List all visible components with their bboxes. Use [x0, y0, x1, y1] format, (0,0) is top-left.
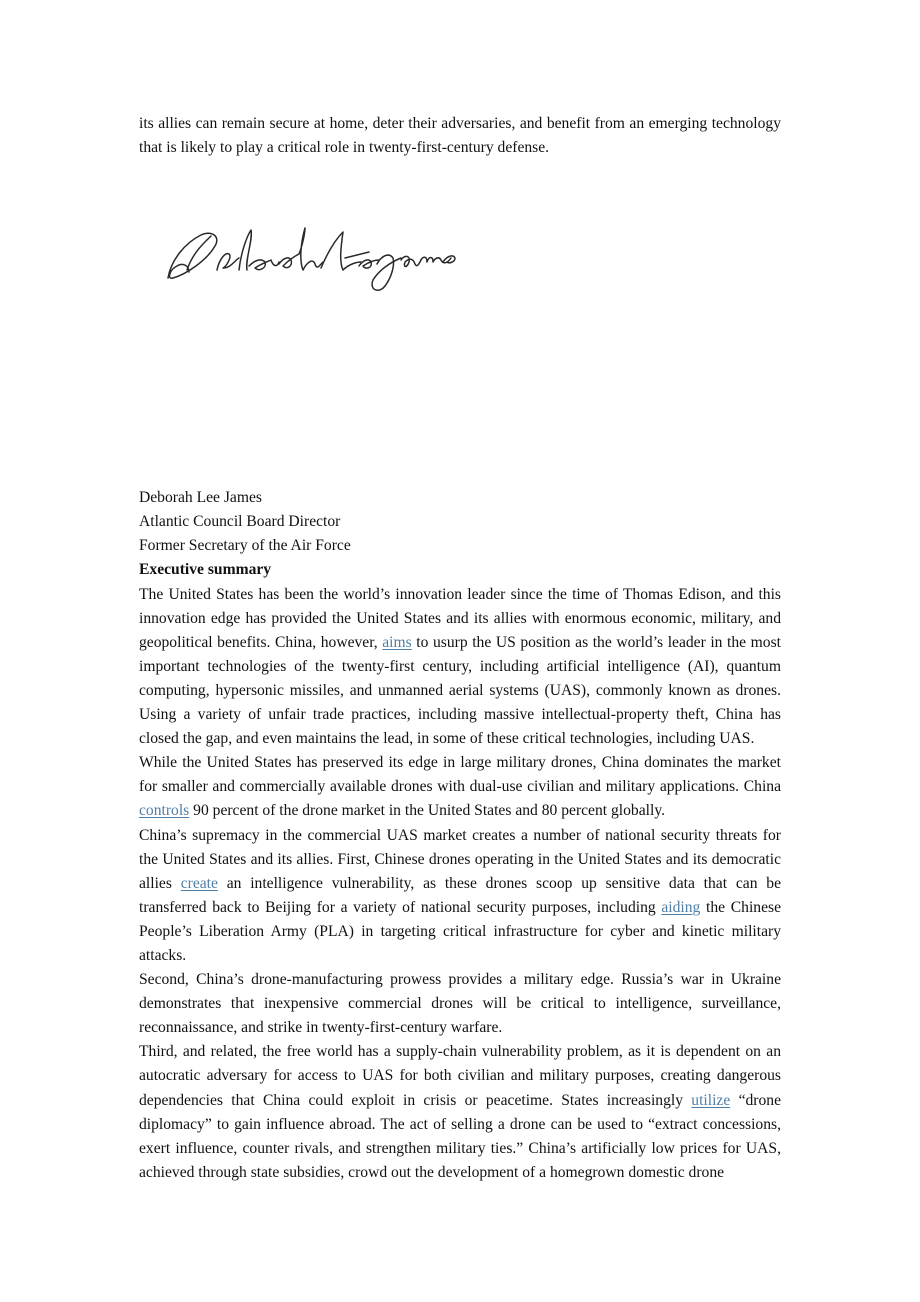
summary-p1-text-a: The United States has been the world’s innovation leader since the time of Thomas Edison, and this innovation edge has provided the United States and its allies with enormous economic, military, and geopolitical benefits. China, however,: [139, 585, 781, 651]
summary-p3-text-a: China’s supremacy in the commercial UAS market creates a number of national security threats for the United States and its allies. First, Chinese drones operating in the United States and its democratic allies: [139, 826, 781, 892]
signatory-title: Atlantic Council Board Director: [139, 513, 341, 531]
signature-block: [139, 486, 781, 558]
signatory-former-role: Former Secretary of the Air Force: [139, 537, 351, 555]
controls-link[interactable]: controls: [139, 802, 190, 820]
summary-p2-text-a: While the United States has preserved its edge in large military drones, China dominates the market for smaller and commercially available drones with dual-use civilian and military applications. China: [139, 754, 781, 796]
summary-paragraph-4: Second, China’s drone-manufacturing prowess provides a military edge. Russia’s war in Ukraine demonstrates that inexpensive commercial drones will be critical to intelligence, surveillance, reconnaissance, and strike in twenty-first-century warfare.: [139, 971, 781, 1037]
summary-paragraph-1: [139, 583, 781, 752]
summary-p3-text-b: an intelligence vulnerability, as these drones scoop up sensitive data that can be transferred back to Beijing for a variety of national security purposes, including: [139, 874, 781, 916]
summary-p2-text-b: 90 percent of the drone market in the United States and 80 percent globally.: [189, 802, 665, 820]
intro-paragraph: its allies can remain secure at home, deter their adversaries, and benefit from an emerging technology that is likely to play a critical role in twenty-first-century defense.: [139, 115, 781, 157]
create-link[interactable]: create: [180, 874, 218, 892]
aiding-link[interactable]: aiding: [661, 898, 701, 916]
summary-paragraph-2: [139, 751, 781, 823]
summary-p3-text-c: the Chinese People’s Liberation Army (PLA) in targeting critical infrastructure for cyber and kinetic military attacks.: [139, 898, 781, 964]
summary-p5-text-b: “drone diplomacy” to gain influence abroad. The act of selling a drone can be used to “extract concessions, exert influence, counter rivals, and strengthen military ties.” China’s artificially low prices for UAS, achieved through state subsidies, crowd out the development of a homegrown domestic drone: [139, 1091, 781, 1181]
summary-paragraph-3: [139, 824, 781, 969]
summary-p1-text-b: to usurp the US position as the world’s leader in the most important technologies of the twenty-first century, including artificial intelligence (AI), quantum computing, hypersonic missiles, and unmanned aerial systems (UAS), commonly known as drones. Using a variety of unfair trade practices, including massive intellectual-property theft, China has closed the gap, and even maintains the lead, in some of these critical technologies, including UAS.: [139, 633, 781, 748]
summary-p5-text-a: Third, and related, the free world has a supply-chain vulnerability problem, as it is dependent on an autocratic adversary for access to UAS for both civilian and military purposes, creating dangerous dependencies that China could exploit in crisis or peacetime. States increasingly: [139, 1043, 781, 1109]
handwritten-signature: [163, 218, 458, 298]
signatory-name: Deborah Lee James: [139, 489, 262, 507]
summary-paragraph-5: [139, 1040, 781, 1185]
utilize-link[interactable]: utilize: [691, 1091, 731, 1109]
signature-area: [139, 160, 781, 486]
document-body: [139, 112, 781, 1185]
executive-summary-heading: Executive summary: [139, 561, 272, 579]
aims-link[interactable]: aims: [382, 633, 412, 651]
